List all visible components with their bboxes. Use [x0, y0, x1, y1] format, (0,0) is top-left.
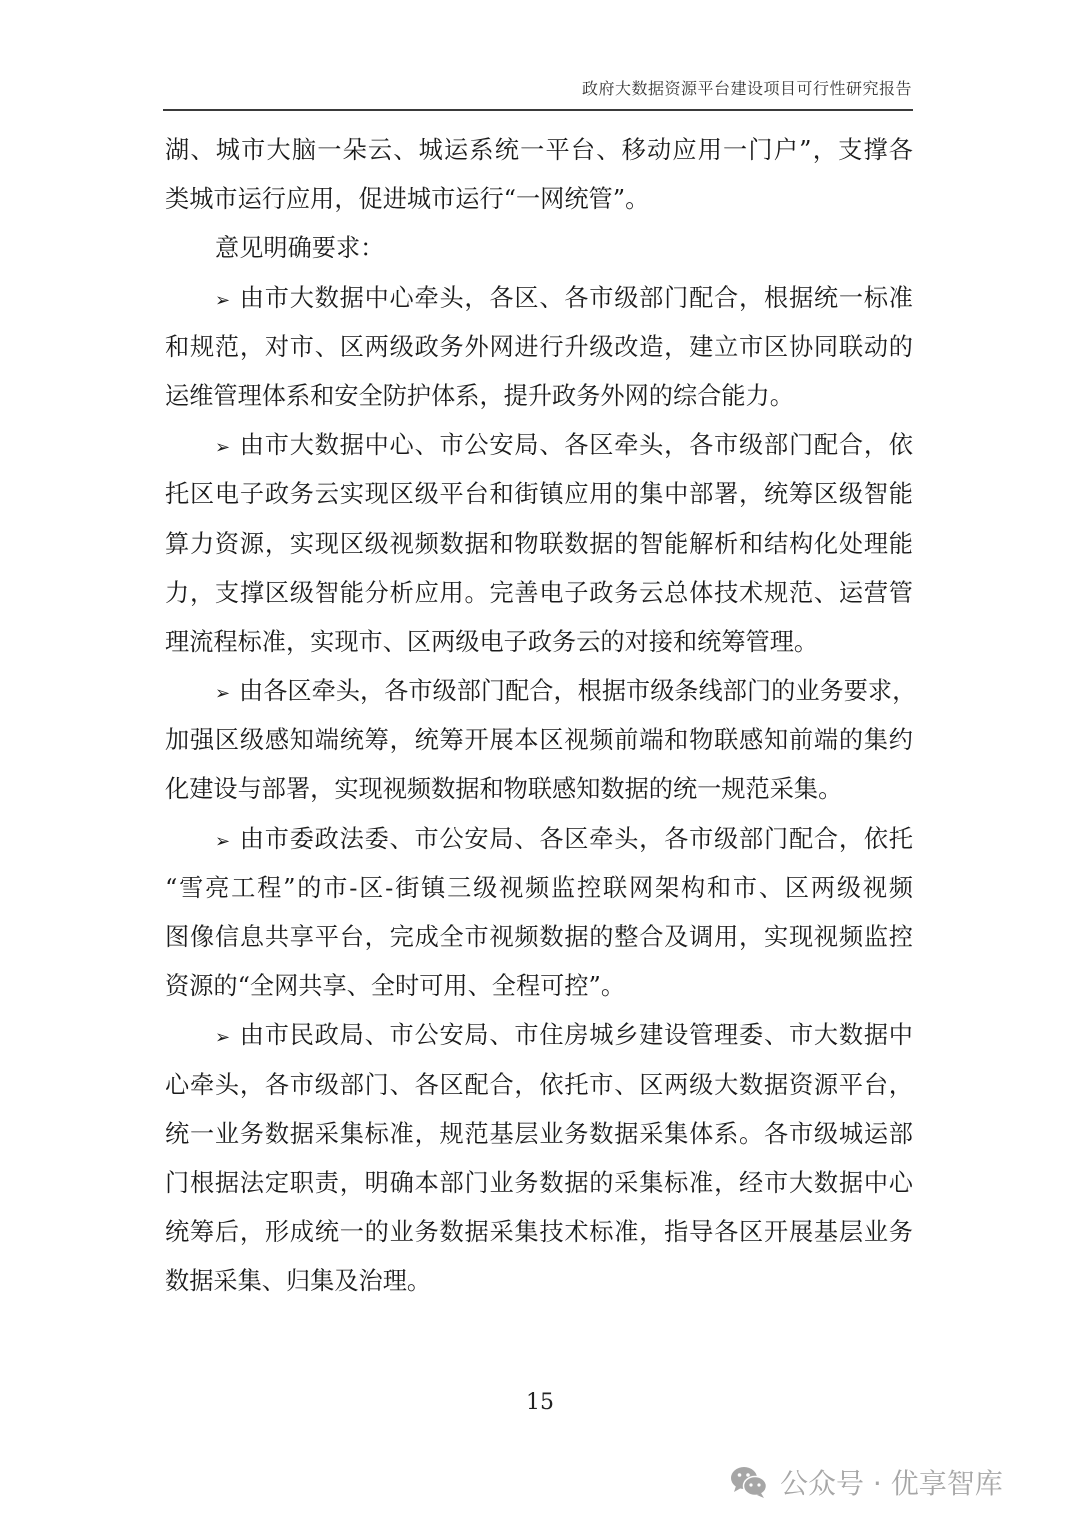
arrow-bullet-icon: ➢ — [215, 830, 231, 852]
watermark — [730, 1462, 1003, 1502]
paragraph-line: 统一业务数据采集标准，规范基层业务数据采集体系。各市级城运部 — [165, 1119, 913, 1148]
wechat-icon — [730, 1465, 768, 1499]
paragraph-line: 和规范，对市、区两级政务外网进行升级改造，建立市区协同联动的 — [165, 332, 913, 361]
arrow-bullet-icon: ➢ — [215, 1027, 231, 1049]
paragraph-line: 图像信息共享平台，完成全市视频数据的整合及调用，实现视频监控 — [165, 923, 913, 951]
paragraph-line: 数据采集、归集及治理。 — [165, 1267, 432, 1296]
arrow-bullet-icon: ➢ — [215, 683, 231, 705]
header-divider — [163, 109, 913, 111]
paragraph-line: 资源的“全网共享、全时可用、全程可控”。 — [165, 972, 626, 1001]
paragraph-line: 统筹后，形成统一的业务数据采集技术标准，指导各区开展基层业务 — [165, 1218, 913, 1247]
paragraph-line: 力，支撑区级智能分析应用。完善电子政务云总体技术规范、运营管 — [165, 578, 913, 607]
paragraph-line: 心牵头，各市级部门、各区配合，依托市、区两级大数据资源平台， — [165, 1070, 913, 1099]
paragraph-line: 门根据法定职责，明确本部门业务数据的采集标准，经市大数据中心 — [165, 1168, 913, 1197]
bullet-line-first: ➢ 由市大数据中心、市公安局、各区牵头，各市级部门配合，依 — [165, 421, 913, 470]
paragraph-line: 托区电子政务云实现区级平台和街镇应用的集中部署，统筹区级智能 — [165, 480, 913, 509]
paragraph-line: 类城市运行应用，促进城市运行“一网统管”。 — [165, 185, 650, 214]
bullet-line-first: ➢ 由各区牵头，各市级部门配合，根据市级条线部门的业务要求， — [165, 667, 913, 716]
running-header-title: 政府大数据资源平台建设项目可行性研究报告 — [581, 79, 912, 98]
bullet-line-first: ➢ 由市委政法委、市公安局、各区牵头，各市级部门配合，依托 — [165, 815, 913, 864]
document-body — [165, 126, 917, 1307]
arrow-bullet-icon: ➢ — [215, 289, 231, 311]
arrow-bullet-icon: ➢ — [215, 437, 231, 459]
paragraph-line: 加强区级感知端统筹，统筹开展本区视频前端和物联感知前端的集约 — [165, 726, 913, 755]
paragraph-line: 湖、城市大脑一朵云、城运系统一平台、移动应用一门户”，支撑各 — [165, 136, 913, 164]
paragraph-line: “雪亮工程”的市-区-街镇三级视频监控联网架构和市、区两级视频 — [165, 873, 913, 902]
page-number: 15 — [526, 1390, 554, 1415]
paragraph-line: 运维管理体系和安全防护体系，提升政务外网的综合能力。 — [165, 381, 794, 410]
paragraph-line: 理流程标准，实现市、区两级电子政务云的对接和统筹管理。 — [165, 627, 819, 656]
watermark-text: 公众号 · 优享智库 — [780, 1467, 1003, 1500]
requirements-heading: 意见明确要求： — [215, 234, 385, 263]
bullet-line-first: ➢ 由市民政局、市公安局、市住房城乡建设管理委、市大数据中 — [165, 1011, 913, 1060]
bullet-line-first: ➢ 由市大数据中心牵头，各区、各市级部门配合，根据统一标准 — [165, 274, 913, 323]
paragraph-line: 算力资源，实现区级视频数据和物联数据的智能解析和结构化处理能 — [165, 529, 913, 558]
paragraph-line: 化建设与部署，实现视频数据和物联感知数据的统一规范采集。 — [165, 775, 843, 804]
